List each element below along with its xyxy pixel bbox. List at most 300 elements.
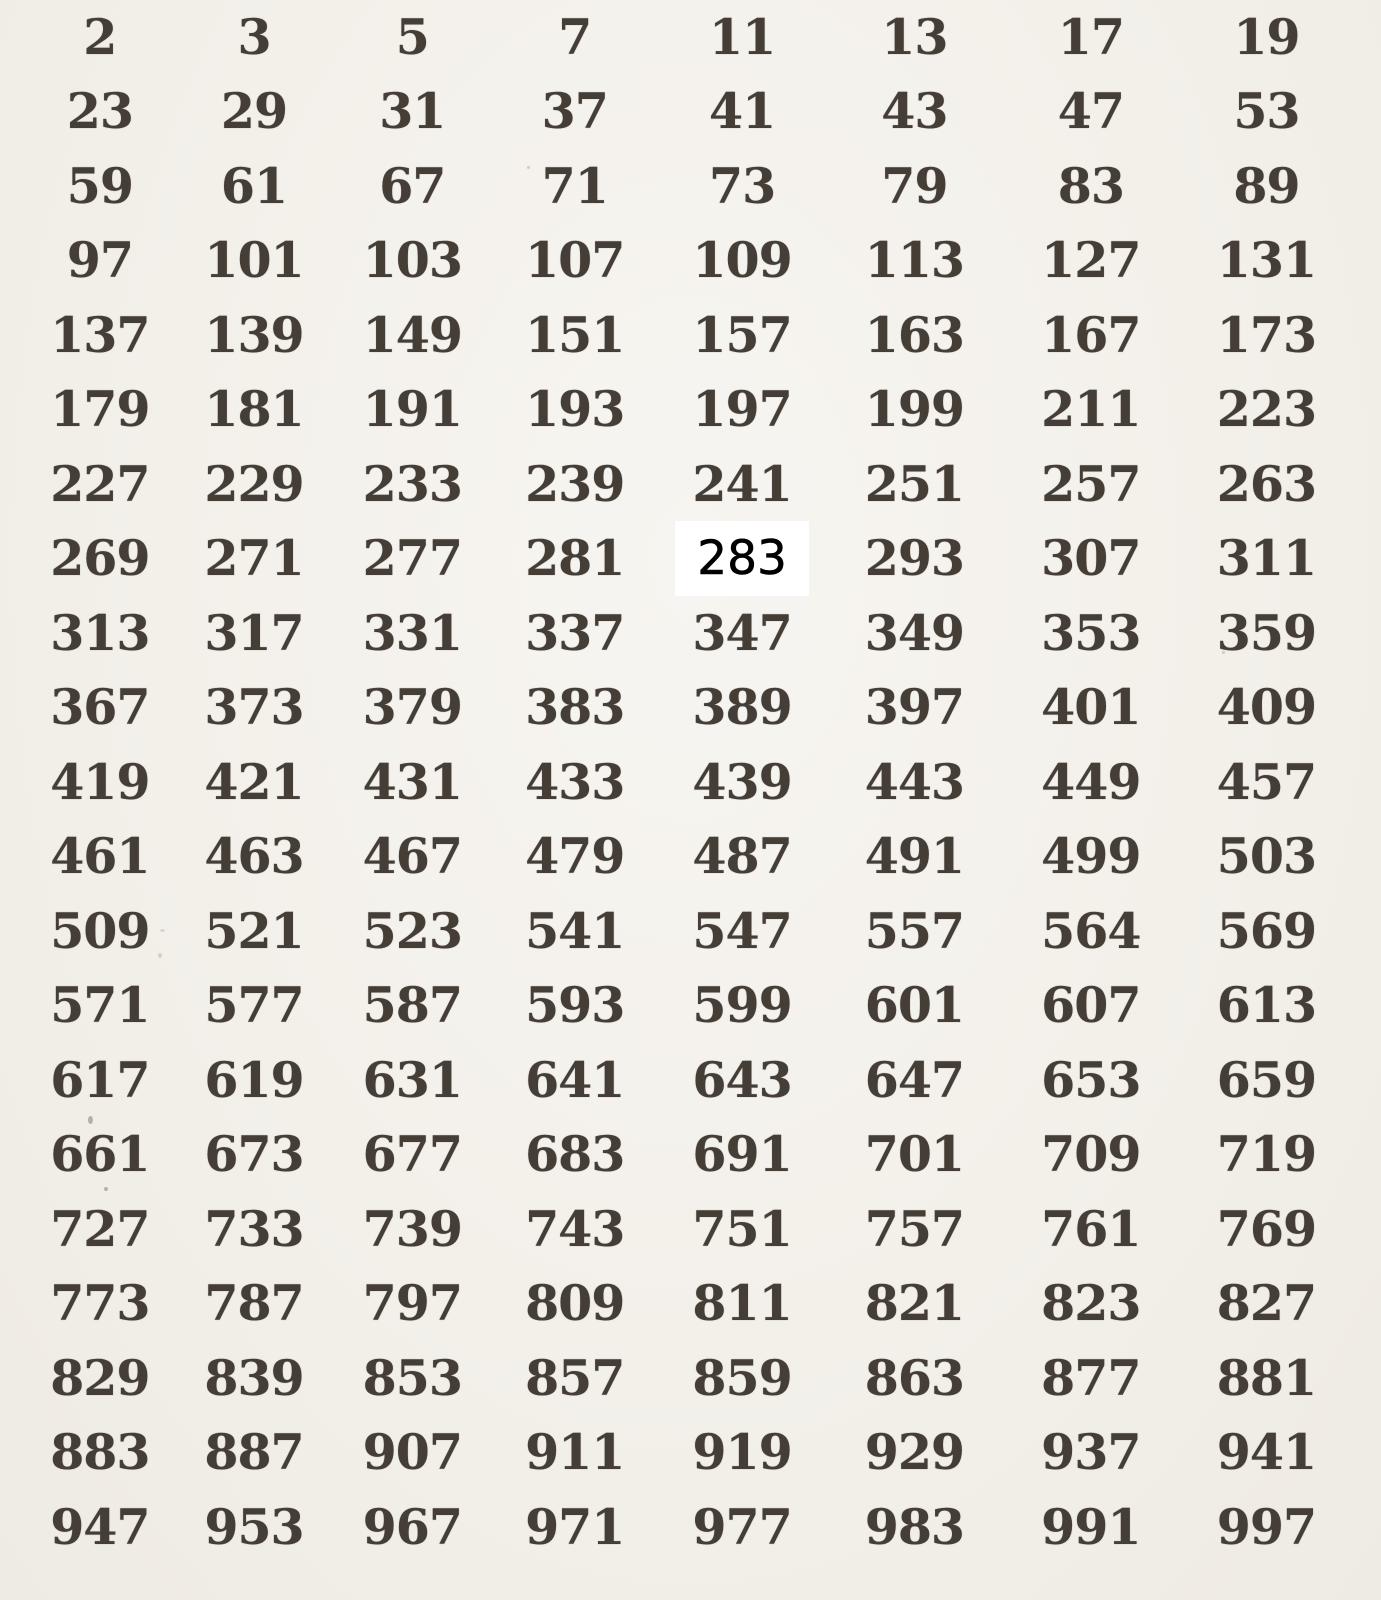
table-cell [176, 1416, 333, 1491]
table-cell [176, 149, 333, 224]
table-cell [657, 969, 827, 1044]
number: 757 [864, 1199, 965, 1258]
table-cell [24, 373, 176, 448]
number: 71 [541, 156, 608, 215]
table-cell [827, 1192, 1002, 1267]
table-cell [332, 1490, 492, 1565]
prime-number-table [24, 0, 1353, 1565]
number: 109 [692, 231, 792, 290]
number: 577 [204, 976, 304, 1035]
table-cell [332, 298, 492, 373]
number: 953 [204, 1497, 304, 1556]
number: 463 [204, 827, 304, 886]
table-cell [176, 671, 333, 746]
table-cell [1002, 894, 1180, 969]
number: 269 [50, 529, 150, 588]
table-cell [332, 894, 492, 969]
number: 419 [50, 752, 150, 811]
number: 769 [1216, 1199, 1317, 1258]
number: 179 [50, 380, 150, 439]
table-cell [176, 1118, 333, 1193]
table-cell [1180, 522, 1353, 597]
table-cell [492, 820, 657, 895]
table-cell [332, 745, 492, 820]
scan-speck [527, 166, 530, 169]
table-cell [492, 224, 657, 299]
table-cell [176, 522, 333, 597]
table-cell [332, 1267, 492, 1342]
table-cell [492, 745, 657, 820]
number: 947 [50, 1497, 150, 1556]
number: 877 [1041, 1348, 1141, 1407]
number: 457 [1216, 752, 1317, 811]
table-cell [492, 671, 657, 746]
number: 751 [692, 1199, 792, 1258]
number: 461 [50, 827, 150, 886]
table-cell [1180, 224, 1353, 299]
number: 701 [864, 1125, 965, 1184]
number: 373 [204, 678, 304, 737]
number: 541 [525, 901, 625, 960]
table-cell [827, 1341, 1002, 1416]
number: 337 [525, 603, 625, 662]
table-cell [1180, 969, 1353, 1044]
table-cell [657, 894, 827, 969]
number: 431 [362, 752, 462, 811]
number: 443 [864, 752, 965, 811]
table-cell [332, 149, 492, 224]
number: 223 [1216, 380, 1317, 439]
table-cell [176, 820, 333, 895]
table-cell [24, 149, 176, 224]
table-cell [492, 894, 657, 969]
table-cell [827, 522, 1002, 597]
number: 89 [1233, 156, 1300, 215]
number: 239 [525, 454, 625, 513]
number: 241 [692, 454, 792, 513]
number: 647 [864, 1050, 965, 1109]
number: 193 [525, 380, 625, 439]
table-cell [657, 447, 827, 522]
number: 617 [50, 1050, 150, 1109]
table-cell [1002, 75, 1180, 150]
table-cell [24, 820, 176, 895]
table-cell [176, 596, 333, 671]
table-cell [24, 745, 176, 820]
number: 173 [1216, 305, 1317, 364]
number: 569 [1216, 901, 1317, 960]
number: 11 [708, 7, 776, 66]
table-cell [1180, 75, 1353, 150]
number: 691 [692, 1125, 792, 1184]
number: 167 [1041, 305, 1141, 364]
table-cell [176, 298, 333, 373]
number: 907 [362, 1423, 462, 1482]
table-cell [1180, 820, 1353, 895]
table-cell [827, 447, 1002, 522]
table-cell [332, 596, 492, 671]
table-cell [1180, 596, 1353, 671]
table-cell [827, 671, 1002, 746]
number: 97 [66, 231, 133, 290]
number: 547 [692, 901, 792, 960]
table-cell [24, 1341, 176, 1416]
number: 761 [1041, 1199, 1141, 1258]
number: 683 [525, 1125, 625, 1184]
number: 929 [864, 1423, 965, 1482]
number: 557 [864, 901, 965, 960]
number: 509 [50, 901, 150, 960]
number: 37 [541, 82, 608, 141]
number: 643 [692, 1050, 792, 1109]
table-cell [24, 522, 176, 597]
table-cell [492, 447, 657, 522]
number: 107 [525, 231, 625, 290]
number: 809 [525, 1274, 625, 1333]
table-cell [24, 1490, 176, 1565]
table-cell [657, 0, 827, 75]
number: 59 [66, 156, 133, 215]
table-cell [1180, 1490, 1353, 1565]
number: 307 [1041, 529, 1141, 588]
number: 719 [1216, 1125, 1317, 1184]
number: 379 [362, 678, 462, 737]
table-cell [1002, 522, 1180, 597]
number: 293 [864, 529, 965, 588]
table-cell [24, 1118, 176, 1193]
table-cell [176, 75, 333, 150]
table-cell [657, 373, 827, 448]
table-cell [332, 224, 492, 299]
table-cell [492, 75, 657, 150]
table-cell [1180, 1267, 1353, 1342]
table-cell [332, 820, 492, 895]
number: 919 [692, 1423, 792, 1482]
number: 101 [204, 231, 304, 290]
number: 887 [204, 1423, 304, 1482]
table-cell [1002, 0, 1180, 75]
table-cell [24, 596, 176, 671]
table-cell [1002, 671, 1180, 746]
number: 7 [558, 7, 592, 66]
number: 271 [204, 529, 304, 588]
number: 587 [362, 976, 462, 1035]
table-cell [1002, 745, 1180, 820]
table-cell [24, 1192, 176, 1267]
number: 937 [1041, 1423, 1141, 1482]
number: 181 [204, 380, 304, 439]
number: 163 [864, 305, 965, 364]
table-cell [1002, 1341, 1180, 1416]
table-cell [492, 1043, 657, 1118]
number: 67 [379, 156, 446, 215]
table-cell [1002, 1118, 1180, 1193]
number: 349 [864, 603, 965, 662]
number: 61 [220, 156, 288, 215]
number: 661 [50, 1125, 150, 1184]
scan-speck [104, 1187, 108, 1191]
number: 967 [362, 1497, 462, 1556]
table-cell [1002, 1043, 1180, 1118]
number: 599 [692, 976, 792, 1035]
table-cell [1180, 373, 1353, 448]
number: 13 [881, 7, 948, 66]
table-cell [1180, 745, 1353, 820]
number: 347 [692, 603, 792, 662]
number: 73 [708, 156, 776, 215]
table-cell [176, 1267, 333, 1342]
number: 941 [1216, 1423, 1317, 1482]
number: 787 [204, 1274, 304, 1333]
number: 263 [1216, 454, 1317, 513]
table-cell [24, 1043, 176, 1118]
edited-number: 283 [675, 521, 809, 596]
table-cell [332, 0, 492, 75]
table-cell [657, 1118, 827, 1193]
table-cell [492, 1416, 657, 1491]
table-cell [332, 522, 492, 597]
table-cell [657, 1490, 827, 1565]
table-cell [827, 373, 1002, 448]
table-cell [1002, 373, 1180, 448]
number: 991 [1041, 1497, 1141, 1556]
number: 421 [204, 752, 304, 811]
table-cell [827, 1267, 1002, 1342]
number: 499 [1041, 827, 1141, 886]
number: 227 [50, 454, 150, 513]
number: 673 [204, 1125, 304, 1184]
number: 619 [204, 1050, 304, 1109]
number: 103 [362, 231, 462, 290]
scan-speck [88, 1116, 93, 1124]
table-cell [827, 745, 1002, 820]
table-cell [827, 75, 1002, 150]
number: 811 [692, 1274, 792, 1333]
table-cell [332, 75, 492, 150]
number: 467 [362, 827, 462, 886]
number: 383 [525, 678, 625, 737]
number: 857 [525, 1348, 625, 1407]
number: 197 [692, 380, 792, 439]
number: 521 [204, 901, 304, 960]
number: 397 [864, 678, 965, 737]
number: 641 [525, 1050, 625, 1109]
table-cell [24, 1416, 176, 1491]
number: 503 [1216, 827, 1317, 886]
number: 823 [1041, 1274, 1141, 1333]
number: 401 [1041, 678, 1141, 737]
number: 359 [1216, 603, 1317, 662]
table-cell [176, 447, 333, 522]
table-cell [1180, 0, 1353, 75]
table-cell [657, 820, 827, 895]
table-cell [1002, 1267, 1180, 1342]
number: 881 [1216, 1348, 1317, 1407]
number: 199 [864, 380, 965, 439]
number: 233 [362, 454, 462, 513]
table-cell [657, 671, 827, 746]
number: 257 [1041, 454, 1141, 513]
table-cell [827, 298, 1002, 373]
table-cell [1002, 820, 1180, 895]
table-cell [492, 1118, 657, 1193]
number: 331 [362, 603, 462, 662]
number: 41 [708, 82, 776, 141]
table-cell [657, 522, 827, 597]
table-cell [657, 596, 827, 671]
table-cell [657, 1341, 827, 1416]
number: 593 [525, 976, 625, 1035]
number: 659 [1216, 1050, 1317, 1109]
number: 211 [1041, 380, 1141, 439]
scan-speck [158, 953, 162, 958]
number: 43 [881, 82, 948, 141]
table-cell [176, 969, 333, 1044]
table-cell [24, 224, 176, 299]
table-cell [24, 0, 176, 75]
number: 53 [1233, 82, 1300, 141]
table-cell [657, 75, 827, 150]
number: 29 [220, 82, 288, 141]
number: 79 [881, 156, 948, 215]
number: 709 [1041, 1125, 1141, 1184]
table-cell [492, 969, 657, 1044]
number: 839 [204, 1348, 304, 1407]
table-cell [827, 224, 1002, 299]
table-cell [1002, 969, 1180, 1044]
table-cell [657, 149, 827, 224]
table-cell [24, 447, 176, 522]
number: 739 [362, 1199, 462, 1258]
number: 853 [362, 1348, 462, 1407]
number: 797 [362, 1274, 462, 1333]
number: 2 [83, 7, 117, 66]
table-cell [1180, 671, 1353, 746]
number: 827 [1216, 1274, 1317, 1333]
table-cell [24, 298, 176, 373]
number: 491 [864, 827, 965, 886]
number: 31 [379, 82, 446, 141]
table-cell [492, 596, 657, 671]
table-cell [332, 1118, 492, 1193]
table-cell [332, 1341, 492, 1416]
number: 859 [692, 1348, 792, 1407]
number: 139 [204, 305, 304, 364]
scan-speck [1222, 651, 1225, 654]
table-cell [176, 894, 333, 969]
table-cell [176, 745, 333, 820]
number: 727 [50, 1199, 150, 1258]
table-cell [1002, 447, 1180, 522]
table-cell [657, 1192, 827, 1267]
number: 743 [525, 1199, 625, 1258]
table-cell [492, 1267, 657, 1342]
number: 911 [525, 1423, 625, 1482]
table-cell [24, 75, 176, 150]
table-cell [827, 596, 1002, 671]
number: 733 [204, 1199, 304, 1258]
number: 613 [1216, 976, 1317, 1035]
table-cell [176, 0, 333, 75]
number: 389 [692, 678, 792, 737]
table-cell [332, 969, 492, 1044]
table-cell [827, 1043, 1002, 1118]
number: 47 [1057, 82, 1124, 141]
table-cell [1180, 447, 1353, 522]
number: 607 [1041, 976, 1141, 1035]
number: 439 [692, 752, 792, 811]
number: 523 [362, 901, 462, 960]
table-cell [1002, 224, 1180, 299]
table-cell [24, 894, 176, 969]
number: 821 [864, 1274, 965, 1333]
number: 157 [692, 305, 792, 364]
scan-speck [160, 929, 165, 932]
table-cell [176, 373, 333, 448]
table-cell [657, 1416, 827, 1491]
number: 773 [50, 1274, 150, 1333]
table-cell [176, 1192, 333, 1267]
number: 5 [395, 7, 429, 66]
table-cell [657, 298, 827, 373]
table-cell [492, 1490, 657, 1565]
number: 251 [864, 454, 965, 513]
number: 151 [525, 305, 625, 364]
number: 83 [1057, 156, 1124, 215]
number: 313 [50, 603, 150, 662]
number: 409 [1216, 678, 1317, 737]
table-cell [176, 1043, 333, 1118]
number: 977 [692, 1497, 792, 1556]
table-cell [1002, 1490, 1180, 1565]
number: 127 [1041, 231, 1141, 290]
table-cell [1180, 1043, 1353, 1118]
table-cell [492, 1341, 657, 1416]
table-cell [657, 1267, 827, 1342]
number: 449 [1041, 752, 1141, 811]
number: 677 [362, 1125, 462, 1184]
number: 863 [864, 1348, 965, 1407]
number: 829 [50, 1348, 150, 1407]
number: 137 [50, 305, 150, 364]
number: 281 [525, 529, 625, 588]
table-cell [332, 447, 492, 522]
table-cell [492, 1192, 657, 1267]
table-cell [332, 1416, 492, 1491]
number: 19 [1233, 7, 1300, 66]
number: 3 [237, 7, 271, 66]
table-cell [1180, 1341, 1353, 1416]
number: 311 [1216, 529, 1317, 588]
table-cell [827, 0, 1002, 75]
table-cell [332, 373, 492, 448]
table-cell [657, 1043, 827, 1118]
number: 983 [864, 1497, 965, 1556]
number: 997 [1216, 1497, 1317, 1556]
number: 433 [525, 752, 625, 811]
number: 487 [692, 827, 792, 886]
number: 113 [864, 231, 965, 290]
number: 367 [50, 678, 150, 737]
table-cell [1002, 596, 1180, 671]
table-cell [492, 373, 657, 448]
table-cell [492, 149, 657, 224]
table-cell [1180, 149, 1353, 224]
table-cell [1180, 1416, 1353, 1491]
table-cell [24, 969, 176, 1044]
table-cell [332, 1043, 492, 1118]
table-cell [827, 820, 1002, 895]
